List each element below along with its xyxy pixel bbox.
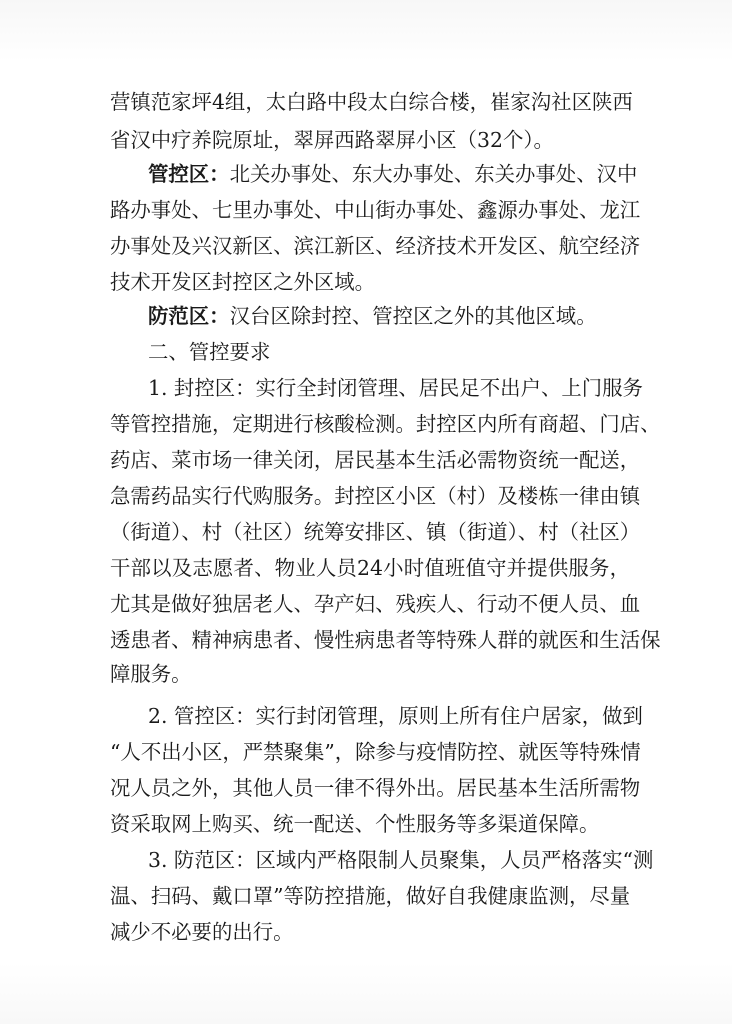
prevention-zone-text: 汉台区除封控、管控区之外的其他区域。: [229, 304, 597, 328]
text-line: 急需药品实行代购服务。封控区小区（村）及楼栋一律由镇: [110, 484, 641, 508]
text-line: 省汉中疗养院原址，翠屏西路翠屏小区（32个）。: [110, 128, 554, 152]
text-line: 干部以及志愿者、物业人员24小时值班值守并提供服务，: [110, 556, 630, 580]
text-line: （街道）、村（社区）统筹安排区、镇（街道）、村（社区）: [110, 520, 641, 544]
text-line: 资采取网上购买、统一配送、个性服务等多渠道保障。: [110, 812, 600, 836]
text-line: 营镇范家坪4组，太白路中段太白综合楼，崔家沟社区陕西: [110, 90, 633, 114]
control-zone-text: 北关办事处、东大办事处、东关办事处、汉中: [229, 162, 638, 186]
text-line: 3. 防范区：区域内严格限制人员聚集，人员严格落实“测: [148, 848, 654, 872]
control-zone-label: 管控区：: [148, 162, 230, 186]
text-line: 温、扫码、戴口罩”等防控措施，做好自我健康监测，尽量: [110, 884, 631, 908]
section-heading: 二、管控要求: [148, 340, 271, 364]
text-line: 况人员之外，其他人员一律不得外出。居民基本生活所需物: [110, 776, 641, 800]
text-line: 技术开发区封控区之外区域。: [110, 270, 376, 294]
prevention-zone-line: [148, 300, 630, 332]
text-line: 路办事处、七里办事处、中山街办事处、鑫源办事处、龙江: [110, 198, 641, 222]
text-line: 药店、菜市场一律关闭，居民基本生活必需物资统一配送，: [110, 448, 641, 472]
text-line: 障服务。: [110, 662, 192, 686]
text-line: 等管控措施，定期进行核酸检测。封控区内所有商超、门店、: [110, 412, 661, 436]
text-line: “人不出小区，严禁聚集”，除参与疫情防控、就医等特殊情: [110, 740, 641, 764]
text-line: 尤其是做好独居老人、孕产妇、残疾人、行动不便人员、血: [110, 592, 641, 616]
text-line: 办事处及兴汉新区、滨江新区、经济技术开发区、航空经济: [110, 234, 641, 258]
prevention-zone-label: 防范区：: [148, 304, 230, 328]
text-line: 减少不必要的出行。: [110, 920, 294, 944]
text-line: 透患者、精神病患者、慢性病患者等特殊人群的就医和生活保: [110, 628, 661, 652]
text-line: 2. 管控区：实行封闭管理，原则上所有住户居家，做到: [148, 704, 643, 728]
control-zone-line: [148, 158, 638, 190]
text-line: 1. 封控区：实行全封闭管理、居民足不出户、上门服务: [148, 376, 643, 400]
